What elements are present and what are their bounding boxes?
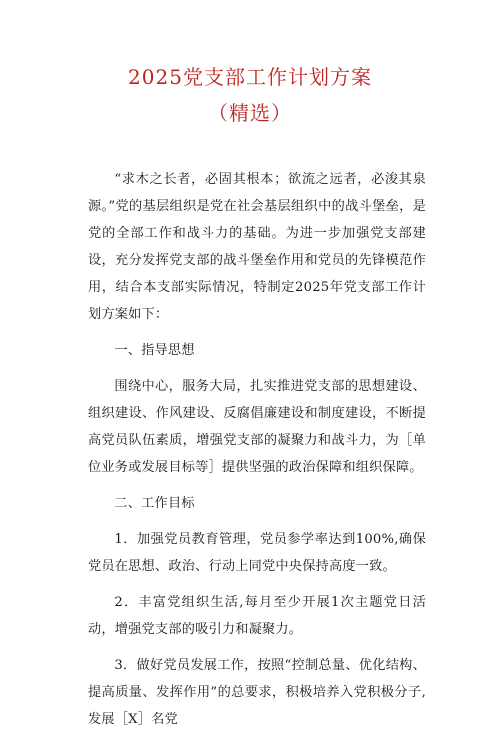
section-heading-work-goals: 二、工作目标: [114, 496, 195, 511]
goal-item: 2．丰富党组织生活,每月至少开展1次主题党日活动，增强党支部的吸引力和凝聚力。: [88, 595, 426, 637]
document-subtitle: （精选）: [208, 101, 292, 125]
goal-item: 3．做好党员发展工作，按照“控制总量、优化结构、提高质量、发挥作用”的总要求，积极培养入党积极分子,发展［X］名党: [88, 658, 426, 727]
intro-paragraph: “求木之长者，必固其根本；欲流之远者，必浚其泉源。”党的基层组织是党在社会基层组织中的战斗堡垒，是党的全部工作和战斗力的基础。为进一步加强党支部建设，充分发挥党支部的战斗堡垒作用和党员的先锋模范作用，结合本支部实际情况，特制定2025年党支部工作计划方案如下：: [88, 172, 426, 322]
goal-item: 1．加强党员教育管理，党员参学率达到100%,确保党员在思想、政治、行动上同党中央保持高度一致。: [88, 532, 426, 574]
document-body: [88, 166, 426, 733]
guiding-ideology-paragraph: 围绕中心，服务大局，扎实推进党支部的思想建设、组织建设、作风建设、反腐倡廉建设和制度建设，不断提高党员队伍素质，增强党支部的凝聚力和战斗力，为［单位业务或发展目标等］提供坚强的政治保障和组织保障。: [88, 379, 426, 475]
document-title: 2025党支部工作计划方案: [128, 65, 372, 89]
section-heading-guiding-ideology: 一、指导思想: [114, 343, 195, 358]
